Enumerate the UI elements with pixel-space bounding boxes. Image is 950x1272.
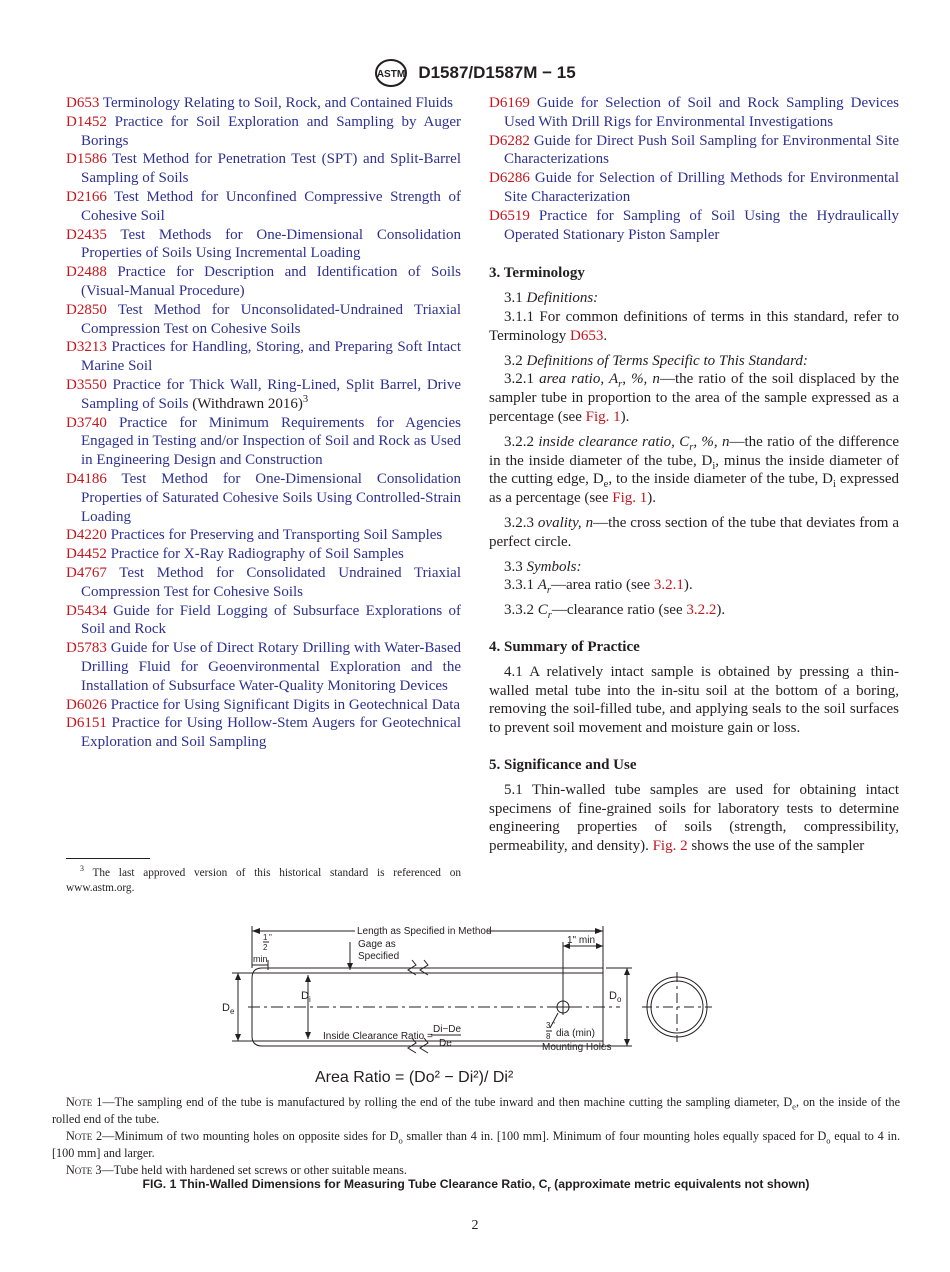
note-label: Note 1: [66, 1095, 103, 1109]
reference-code[interactable]: D2488: [66, 264, 107, 281]
hole-num: 3: [546, 1021, 551, 1030]
footnote-text: The last approved version of this historical standard is referenced on www.astm.org.: [66, 867, 461, 894]
term-rest: , %, n: [622, 371, 660, 388]
reference-code[interactable]: D5783: [66, 640, 107, 657]
page-number: 2: [471, 1218, 479, 1233]
length-label: Length as Specified in Method: [357, 926, 492, 937]
reference-code[interactable]: D2850: [66, 301, 107, 318]
gage-label-line1: Gage as: [358, 939, 396, 950]
reference-item: [66, 113, 461, 151]
left-column: [66, 94, 461, 752]
half-inch-min: min: [253, 954, 268, 964]
paragraph-3-1-1: [489, 308, 899, 346]
link-fig-2[interactable]: Fig. 2: [652, 838, 688, 855]
figure-1-tube-diagram: [220, 918, 740, 1093]
link-fig-1[interactable]: Fig. 1: [585, 408, 621, 425]
clause-number: 3.3.1: [504, 577, 534, 594]
note-subscript: e: [792, 1101, 796, 1112]
reference-item: [66, 696, 461, 715]
reference-title[interactable]: Practices for Preserving and Transporting Soil Samples: [110, 527, 443, 544]
footnote: [66, 866, 461, 896]
reference-code[interactable]: D4220: [66, 527, 107, 544]
reference-title[interactable]: Practice for Soil Exploration and Sampling by Auger Borings: [81, 113, 462, 149]
reference-title[interactable]: Test Method for Penetration Test (SPT) and Split-Barrel Sampling of Soils: [81, 151, 461, 187]
reference-title[interactable]: Test Method for Consolidated Undrained Triaxial Compression Test for Cohesive Soils: [81, 564, 461, 600]
reference-item: [66, 188, 461, 226]
footnote-marker: 3: [302, 393, 309, 405]
symbol-subscript: r: [547, 610, 552, 622]
page-header: [0, 58, 950, 88]
reference-code[interactable]: D6151: [66, 715, 107, 732]
clause-text-end: ).: [716, 602, 726, 619]
logo-text: ASTM: [377, 69, 406, 80]
reference-code[interactable]: D4452: [66, 546, 107, 563]
reference-title[interactable]: Practice for Minimum Requirements for Agencies Engaged in Testing and/or Inspection of Soil and Rock as Used in Engineering Design and Construction: [81, 414, 461, 469]
link-3-2-1[interactable]: 3.2.1: [653, 577, 684, 594]
astm-logo-icon: [374, 58, 408, 88]
reference-item: [66, 338, 461, 376]
clause-text: —the ratio of the soil displaced by the sampler tube in proportion to the area of the sample expressed as a percentage (see: [489, 371, 900, 425]
reference-code[interactable]: D3213: [66, 339, 107, 356]
section-heading-significance: 5. Significance and Use: [489, 756, 637, 773]
note-subscript: o: [398, 1135, 403, 1146]
subscript: e: [603, 479, 609, 491]
reference-item: [66, 564, 461, 602]
reference-code[interactable]: D2435: [66, 226, 107, 243]
caption-text: FIG. 1 Thin-Walled Dimensions for Measuring Tube Clearance Ratio, C: [142, 1177, 548, 1191]
reference-code[interactable]: D4767: [66, 564, 107, 581]
caption-text-rest: (approximate metric equivalents not shown): [550, 1177, 810, 1191]
link-fig-1[interactable]: Fig. 1: [612, 490, 648, 507]
reference-item: [66, 301, 461, 339]
half-inch-num: 1: [263, 933, 268, 942]
reference-code[interactable]: D6282: [489, 132, 530, 149]
reference-item: [66, 602, 461, 640]
note-1: [52, 1094, 900, 1128]
reference-code[interactable]: D2166: [66, 188, 107, 205]
document-code: D1587/D1587M − 15: [418, 63, 576, 82]
icr-denominator: De: [439, 1038, 452, 1049]
paragraph-4-1: 4.1 A relatively intact sample is obtained by pressing a thin-walled metal tube into the in-situ soil at the bottom of a boring, removing the soil-filled tube, and applying seals to the soil surfaces to prevent soil movement and moisture gain or loss.: [489, 663, 899, 737]
link-3-2-2[interactable]: 3.2.2: [686, 602, 717, 619]
figure-caption: [52, 1177, 900, 1194]
symbol: C: [537, 602, 548, 619]
right-column: [489, 94, 899, 856]
de-label: $D_e$: [222, 1002, 235, 1016]
reference-code[interactable]: D1452: [66, 113, 107, 130]
clause-text: —the ratio of the difference in the inside diameter of the tube, D: [489, 433, 899, 469]
term-rest: , %, n: [693, 433, 730, 450]
reference-item: [66, 639, 461, 695]
term: ovality, n: [537, 514, 594, 531]
reference-title[interactable]: Guide for Selection of Drilling Methods for Environmental Site Characterization: [504, 170, 900, 205]
reference-item: [66, 470, 461, 526]
reference-title[interactable]: Guide for Selection of Soil and Rock Sampling Devices Used With Drill Rigs for Environmental Investigations: [504, 95, 899, 130]
area-ratio-formula: Area Ratio = (Do² − Di²)/ Di²: [315, 1069, 514, 1086]
reference-title[interactable]: Test Methods for One-Dimensional Consolidation Properties of Soils Using Incremental Loading: [81, 226, 461, 262]
footnote-number: 3: [80, 864, 84, 874]
note-text: —Minimum of two mounting holes on opposite sides for D: [102, 1129, 399, 1143]
clause-text: —the cross section of the tube that deviates from a perfect circle.: [489, 514, 899, 550]
note-text-rest: , on the inside of the rolled end of the tube.: [52, 1095, 900, 1126]
reference-code[interactable]: D5434: [66, 602, 107, 619]
note-text: —The sampling end of the tube is manufactured by rolling the end of the tube inward and then machine cutting the sampling diameter, D: [102, 1095, 793, 1109]
note-text-rest: equal to 4 in. [100 mm] and larger.: [52, 1129, 900, 1160]
reference-code[interactable]: D6169: [489, 95, 530, 111]
reference-title[interactable]: Guide for Direct Push Soil Sampling for Environmental Site Characterizations: [504, 132, 899, 168]
reference-code[interactable]: D4186: [66, 470, 107, 487]
reference-code[interactable]: D653: [66, 95, 100, 111]
reference-item: [489, 207, 899, 245]
reference-item: [66, 263, 461, 301]
paragraph-3-2-2: [489, 433, 899, 508]
reference-item: [66, 94, 461, 113]
clause-title: Definitions of Terms Specific to This Standard:: [526, 352, 808, 369]
reference-title[interactable]: Practice for Using Hollow-Stem Augers for Geotechnical Exploration and Soil Sampling: [81, 715, 461, 751]
paragraph-5-1: [489, 781, 899, 856]
term-subscript: r: [618, 379, 623, 391]
reference-code[interactable]: D6286: [489, 170, 530, 187]
note-2: [52, 1128, 900, 1162]
reference-title[interactable]: Practice for X-Ray Radiography of Soil Samples: [110, 546, 404, 563]
reference-title[interactable]: Test Method for Unconfined Compressive Strength of Cohesive Soil: [81, 188, 461, 224]
half-inch-unit: ": [269, 933, 272, 942]
reference-item: [66, 376, 461, 414]
clause-number: 3.2.2: [504, 433, 534, 450]
paragraph-3-2: [489, 352, 899, 371]
subscript: i: [712, 460, 716, 472]
reference-code[interactable]: D6519: [489, 207, 530, 224]
reference-title[interactable]: Practice for Using Significant Digits in Geotechnical Data: [110, 696, 461, 713]
clause-number: 3.1: [504, 290, 523, 307]
reference-code[interactable]: D3550: [66, 376, 107, 393]
hole-den: 8: [546, 1032, 551, 1041]
mounting-holes-label: Mounting Holes: [542, 1042, 612, 1053]
gage-label-line2: Specified: [358, 951, 400, 962]
clause-number: 3.2: [504, 352, 523, 369]
section-heading-summary: 4. Summary of Practice: [489, 638, 640, 655]
symbol: A: [537, 577, 547, 594]
reference-item: [66, 545, 461, 564]
clause-text-end: ).: [620, 408, 630, 425]
reference-title[interactable]: Guide for Field Logging of Subsurface Explorations of Soil and Rock: [81, 602, 462, 638]
clause-text: —clearance ratio (see: [551, 602, 687, 619]
paragraph-3-2-3: [489, 514, 899, 552]
clause-number: 3.3.2: [504, 602, 534, 619]
clause-text: 3.1.1 For common definitions of terms in this standard, refer to Terminology: [489, 308, 899, 344]
reference-title[interactable]: Practice for Thick Wall, Ring-Lined, Split Barrel, Drive Sampling of Soils: [81, 376, 461, 412]
reference-item: [66, 150, 461, 188]
reference-title[interactable]: Test Method for One-Dimensional Consolidation Properties of Saturated Cohesive Soils Using Controlled-Strain Loading: [81, 470, 461, 525]
paragraph-3-3-1: [489, 576, 899, 595]
min-1in-label: 1" min: [567, 935, 596, 946]
term-subscript: r: [689, 441, 694, 453]
clause-text: , minus the inside diameter of the cutting edge, D: [489, 452, 899, 488]
paragraph-3-3-2: [489, 601, 899, 620]
clause-text: expressed as a percentage (see: [489, 471, 899, 507]
clause-text-end: ).: [683, 577, 693, 594]
reference-title[interactable]: Terminology Relating to Soil, Rock, and Contained Fluids: [102, 95, 454, 111]
reference-code[interactable]: D3740: [66, 414, 107, 431]
term: area ratio, A: [539, 371, 619, 388]
symbol-subscript: r: [546, 585, 552, 597]
di-label: $D_i$: [301, 990, 311, 1004]
link-d653[interactable]: D653: [570, 327, 604, 344]
clause-text: —area ratio (see: [551, 577, 654, 594]
term: inside clearance ratio, C: [538, 433, 690, 450]
reference-item: [66, 226, 461, 264]
reference-title[interactable]: Guide for Use of Direct Rotary Drilling with Water-Based Drilling Fluid for Geoenvironmental Exploration and the Installation of Subsurface Water-Quality Monitoring Devices: [81, 640, 461, 694]
section-heading-terminology: 3. Terminology: [489, 265, 585, 282]
reference-title[interactable]: Practice for Sampling of Soil Using the Hydraulically Operated Stationary Piston Sampler: [504, 207, 900, 243]
reference-item: [489, 169, 899, 207]
clause-title: Symbols:: [526, 558, 582, 575]
reference-item: [489, 94, 899, 132]
note-text: —Tube held with hardened set screws or other suitable means.: [101, 1163, 407, 1177]
reference-item: [66, 526, 461, 545]
footnote-divider: [66, 858, 150, 859]
inside-clearance-ratio-label: Inside Clearance Ratio =: [323, 1031, 433, 1042]
clause-text: shows the use of the sampler: [687, 838, 865, 855]
clause-number: 3.2.1: [504, 371, 534, 388]
note-text-rest: smaller than 4 in. [100 mm]. Minimum of four mounting holes equally spaced for D: [402, 1129, 827, 1143]
clause-number: 3.2.3: [504, 514, 534, 531]
icr-numerator: Di−De: [433, 1024, 462, 1035]
do-label: $D_o$: [609, 990, 622, 1004]
note-label: Note 2: [66, 1129, 103, 1143]
paragraph-3-1: [489, 289, 899, 308]
reference-title[interactable]: Practices for Handling, Storing, and Preparing Soft Intact Marine Soil: [81, 339, 461, 375]
note-subscript: o: [826, 1135, 831, 1146]
reference-item: [66, 714, 461, 752]
paragraph-3-2-1: [489, 370, 899, 426]
reference-item: [66, 414, 461, 470]
clause-title: Definitions:: [526, 290, 599, 307]
clause-text-end: ).: [647, 490, 657, 507]
reference-title[interactable]: Test Method for Unconsolidated-Undrained Triaxial Compression Test on Cohesive Soils: [81, 301, 462, 337]
figure-notes: [52, 1094, 900, 1179]
clause-number: 3.3: [504, 558, 523, 575]
reference-code[interactable]: D6026: [66, 696, 107, 713]
paragraph-3-3: [489, 558, 899, 577]
hole-unit: ": [552, 1021, 555, 1030]
reference-title[interactable]: Practice for Description and Identification of Soils (Visual-Manual Procedure): [81, 264, 462, 299]
clause-text: , to the inside diameter of the tube, D: [608, 471, 833, 488]
reference-item: [489, 132, 899, 170]
subscript: i: [833, 479, 836, 491]
clause-text-end: .: [603, 327, 608, 344]
half-inch-den: 2: [263, 943, 268, 952]
hole-dia-label: dia (min): [556, 1028, 595, 1039]
reference-code[interactable]: D1586: [66, 151, 107, 168]
withdrawn-note: (Withdrawn 2016): [188, 395, 303, 412]
caption-subscript: r: [547, 1183, 551, 1194]
clause-text: 5.1 Thin-walled tube samples are used for obtaining intact specimens of fine-grained soils for laboratory tests to determine engineering properties of soils (strength, compressibility, permeability, and density).: [489, 781, 899, 855]
note-label: Note 3: [66, 1163, 102, 1177]
